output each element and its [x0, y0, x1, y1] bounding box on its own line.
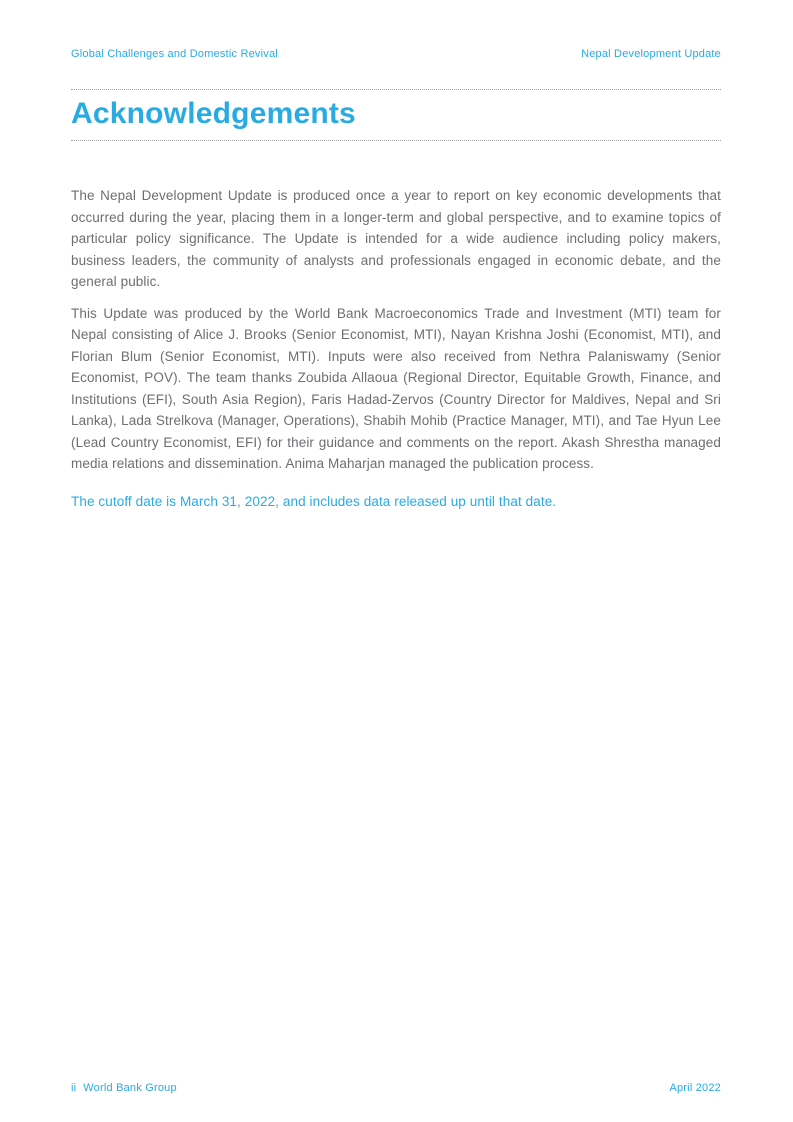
footer-organization: World Bank Group [83, 1082, 177, 1094]
page-title: Acknowledgements [71, 97, 356, 130]
cutoff-date-note: The cutoff date is March 31, 2022, and includes data released up until that date. [71, 493, 557, 509]
running-header [71, 48, 721, 60]
page-content [71, 0, 721, 522]
body-text [71, 185, 721, 512]
footer-date: April 2022 [669, 1082, 721, 1094]
running-header-left: Global Challenges and Domestic Revival [71, 48, 278, 60]
page-number: ii [71, 1082, 77, 1094]
running-footer [71, 1082, 721, 1094]
footer-left [71, 1082, 177, 1094]
divider-above-title [71, 89, 721, 90]
divider-below-title [71, 140, 721, 141]
paragraph-credits: This Update was produced by the World Bank Macroeconomics Trade and Investment (MTI) team for Nepal consisting of Alice J. Brooks (Senior Economist, MTI), Nayan Krishna Joshi (Economist, MTI), and Florian Blum (Senior Economist, MTI). Inputs were also received from Nethra Palaniswamy (Senior Economist, POV). The team thanks Zoubida Allaoua (Regional Director, Equitable Growth, Finance, and Institutions (EFI), South Asia Region), Faris Hadad-Zervos (Country Director for Maldives, Nepal and Sri Lanka), Lada Strelkova (Manager, Operations), Shabih Mohib (Practice Manager, MTI), and Tae Hyun Lee (Lead Country Economist, EFI) for their guidance and comments on the report. Akash Shrestha managed media relations and dissemination. Anima Maharjan managed the publication process. [71, 305, 721, 471]
running-header-right: Nepal Development Update [581, 48, 721, 60]
paragraph-intro: The Nepal Development Update is produced once a year to report on key economic developments that occurred during the year, placing them in a longer-term and global perspective, and to examine topics of particular policy significance. The Update is intended for a wide audience including policy makers, business leaders, the community of analysts and professionals engaged in economic debate, and the general public. [71, 188, 721, 289]
